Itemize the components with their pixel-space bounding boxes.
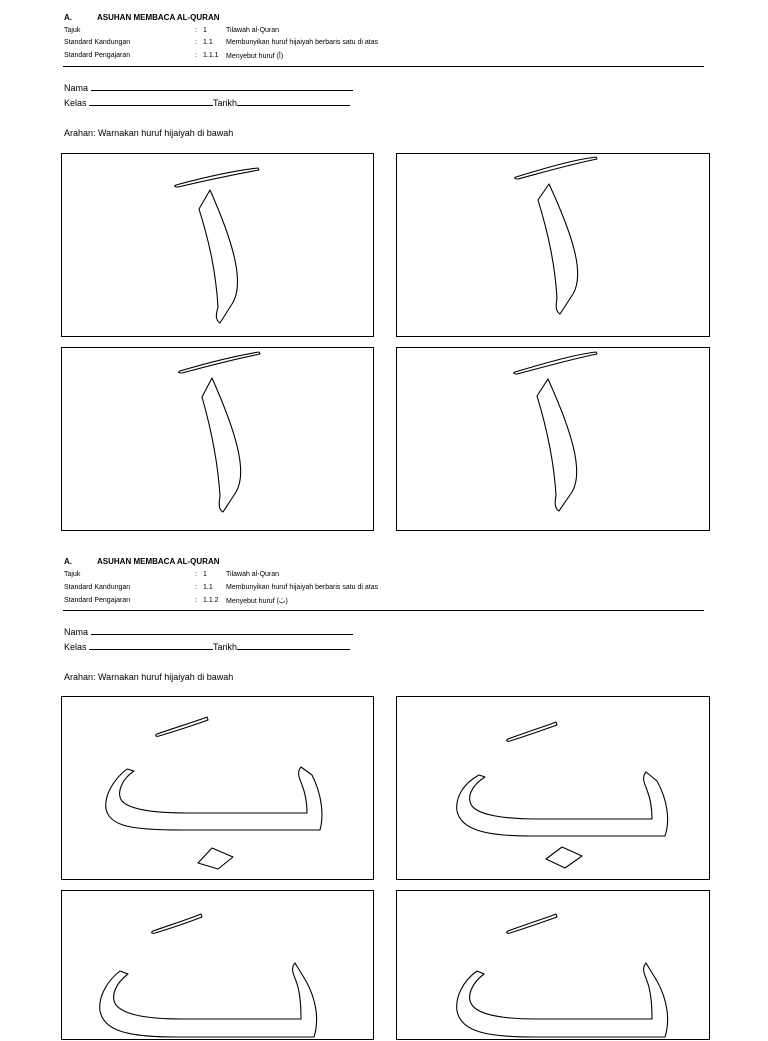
alif-fathah-icon: [397, 154, 711, 338]
coloring-box-ba-4[interactable]: [396, 890, 710, 1040]
tarikh-label: Tarikh: [213, 98, 238, 108]
alif-fathah-icon: [397, 348, 711, 532]
nama-line: [64, 82, 353, 93]
row-label-tajuk: Tajuk: [64, 27, 81, 34]
row-text-standard-pengajaran: Menyebut huruf (بَ): [226, 598, 288, 605]
section-label: A.: [64, 557, 72, 566]
worksheet-section-ba: [0, 557, 768, 697]
kelas-line: [64, 97, 350, 108]
ba-fathah-icon: [62, 697, 375, 881]
header-divider: [63, 610, 704, 611]
row-num-standard-kandungan: 1.1: [203, 39, 213, 46]
instruction: Arahan: Warnakan huruf hijaiyah di bawah: [64, 672, 234, 682]
ba-fathah-icon: [62, 891, 375, 1041]
row-num-standard-pengajaran: 1.1.1: [203, 52, 219, 59]
ba-fathah-icon: [397, 697, 711, 881]
row-colon: :: [195, 571, 197, 578]
alif-fathah-icon: [62, 154, 375, 338]
row-label-standard-pengajaran: Standard Pengajaran: [64, 52, 131, 59]
kelas-label: Kelas: [64, 98, 87, 108]
row-colon: :: [195, 52, 197, 59]
coloring-box-alif-2[interactable]: [396, 153, 710, 337]
nama-blank[interactable]: [91, 626, 353, 635]
row-label-standard-kandungan: Standard Kandungan: [64, 39, 131, 46]
kelas-blank[interactable]: [89, 641, 213, 650]
kelas-label: Kelas: [64, 642, 87, 652]
row-num-tajuk: 1: [203, 571, 207, 578]
section-heading: ASUHAN MEMBACA AL-QURAN: [97, 557, 220, 566]
row-text-standard-kandungan: Membunyikan huruf hijaiyah berbaris satu di atas: [226, 584, 379, 591]
coloring-box-ba-3[interactable]: [61, 890, 374, 1040]
tarikh-label: Tarikh: [213, 642, 238, 652]
section-heading: ASUHAN MEMBACA AL-QURAN: [97, 13, 220, 22]
nama-line: [64, 626, 353, 637]
row-text-standard-pengajaran: Menyebut huruf (أ): [226, 53, 284, 60]
kelas-blank[interactable]: [89, 97, 213, 106]
coloring-box-alif-3[interactable]: [61, 347, 374, 531]
row-colon: :: [195, 597, 197, 604]
section-label: A.: [64, 13, 72, 22]
row-label-standard-pengajaran: Standard Pengajaran: [64, 597, 131, 604]
row-num-standard-pengajaran: 1.1.2: [203, 597, 219, 604]
coloring-box-alif-1[interactable]: [61, 153, 374, 337]
row-text-standard-kandungan: Membunyikan huruf hijaiyah berbaris satu di atas: [226, 39, 379, 46]
row-num-standard-kandungan: 1.1: [203, 584, 213, 591]
row-text-tajuk: Tilawah al-Quran: [226, 27, 280, 34]
nama-blank[interactable]: [91, 82, 353, 91]
nama-label: Nama: [64, 627, 89, 637]
coloring-box-ba-2[interactable]: [396, 696, 710, 880]
instruction: Arahan: Warnakan huruf hijaiyah di bawah: [64, 128, 234, 138]
header-divider: [63, 66, 704, 67]
tarikh-blank[interactable]: [237, 641, 350, 650]
ba-fathah-icon: [397, 891, 711, 1041]
nama-label: Nama: [64, 83, 89, 93]
tarikh-blank[interactable]: [237, 97, 350, 106]
row-label-standard-kandungan: Standard Kandungan: [64, 584, 131, 591]
row-num-tajuk: 1: [203, 27, 207, 34]
row-colon: :: [195, 584, 197, 591]
row-label-tajuk: Tajuk: [64, 571, 81, 578]
row-text-tajuk: Tilawah al-Quran: [226, 571, 280, 578]
row-colon: :: [195, 39, 197, 46]
coloring-box-alif-4[interactable]: [396, 347, 710, 531]
kelas-line: [64, 641, 350, 652]
coloring-box-ba-1[interactable]: [61, 696, 374, 880]
alif-fathah-icon: [62, 348, 375, 532]
row-colon: :: [195, 27, 197, 34]
